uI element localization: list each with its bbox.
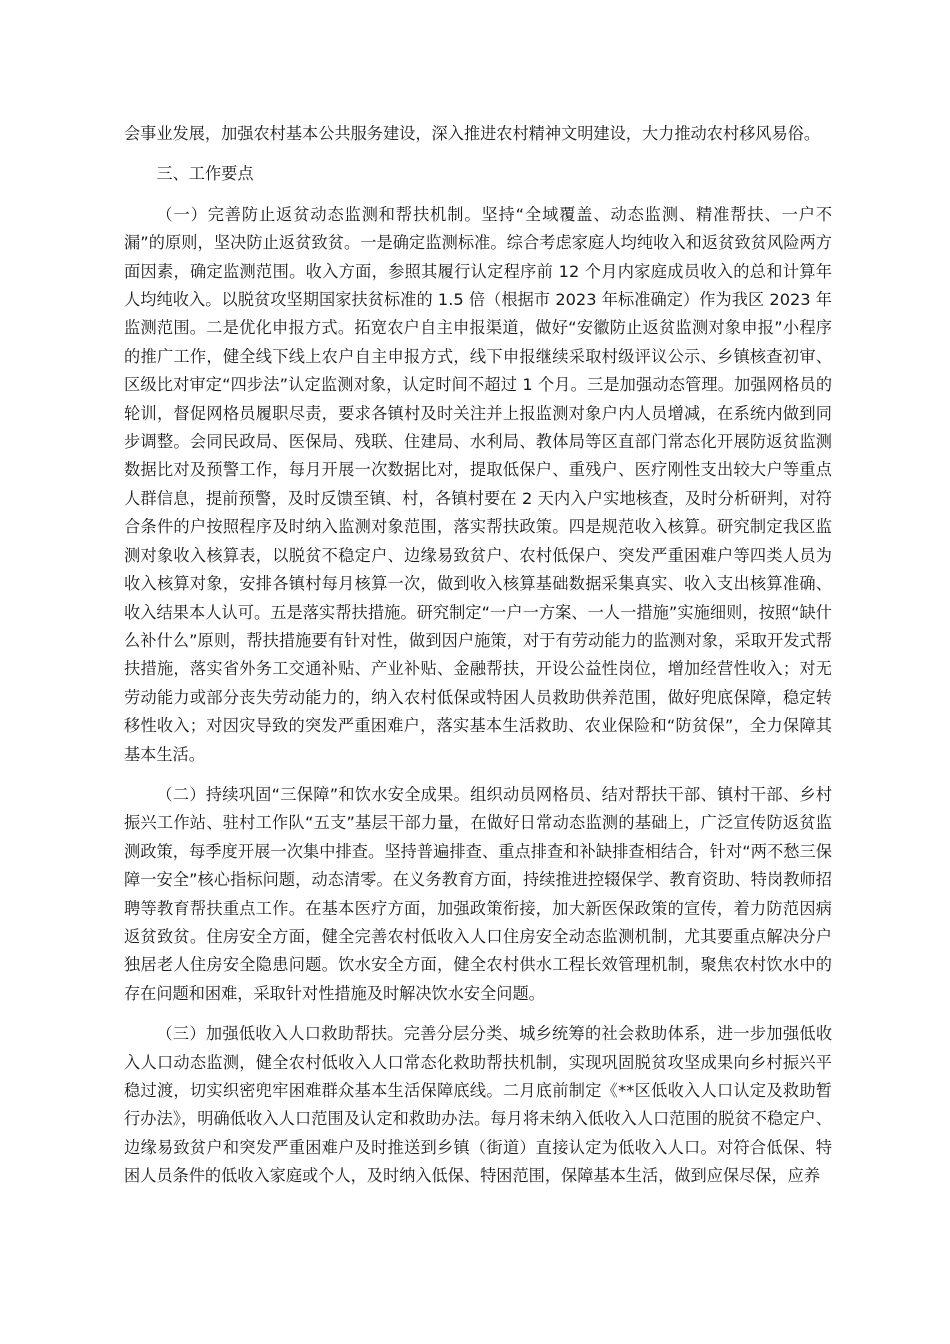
- paragraph-lead: （一）完善防止返贫动态监测和帮扶机制。: [156, 204, 482, 224]
- paragraph-low-income-assistance: [124, 1020, 832, 1190]
- paragraph-body: 组织动员网格员、结对帮扶干部、镇村干部、乡村振兴工作站、驻村工作队“五支”基层干部力量，在做好日常动态监测的基础上，广泛宣传防返贫监测政策，每季度开展一次集中排查。坚持普遍排查、重点排查和补缺排查相结合，针对“两不愁三保障一安全”核心指标问题，动态清零。在义务教育方面，持续推进控辍保学、教育资助、特岗教师招聘等教育帮扶重点工作。在基本医疗方面，加强政策衔接，加大新医保政策的宣传，着力防范因病返贫致贫。住房安全方面，健全完善农村低收入人口住房安全动态监测机制，尤其要重点解决分户独居老人住房安全隐患问题。饮水安全方面，健全农村供水工程长效管理机制，聚焦农村饮水中的存在问题和困难，采取针对性措施及时解决饮水安全问题。: [124, 784, 832, 1003]
- paragraph-monitoring: [124, 201, 832, 769]
- paragraph-body: 坚持“全域覆盖、动态监测、精准帮扶、一户不漏”的原则，坚决防止返贫致贫。一是确定监测标准。综合考虑家庭人均纯收入和返贫致贫风险两方面因素，确定监测范围。收入方面，参照其履行认定程序前 12 个月内家庭成员收入的总和计算年人均纯收入。以脱贫攻坚期国家扶贫标准的 1.5 倍（根据市 2023 年标准确定）作为我区 2023 年监测范围。二是优化申报方式。拓宽农户自主申报渠道，做好“安徽防止返贫监测对象申报”小程序的推广工作，健全线下线上农户自主申报方式，线下申报继续采取村级评议公示、乡镇核查初审、区级比对审定“四步法”认定监测对象，认定时间不超过 1 个月。三是加强动态管理。加强网格员的轮训，督促网格员履职尽责，要求各镇村及时关注并上报监测对象户内人员增减，在系统内做到同步调整。会同民政局、医保局、残联、住建局、水利局、教体局等区直部门常态化开展防返贫监测数据比对及预警工作，每月开展一次数据比对，提取低保户、重残户、医疗刚性支出较大户等重点人群信息，提前预警，及时反馈至镇、村，各镇村要在 2 天内入户实地核查，及时分析研判，对符合条件的户按照程序及时纳入监测对象范围，落实帮扶政策。四是规范收入核算。研究制定我区监测对象收入核算表，以脱贫不稳定户、边缘易致贫户、农村低保户、突发严重困难户等四类人员为收入核算对象，安排各镇村每月核算一次，做到收入核算基础数据采集真实、收入支出核算准确、收入结果本人认可。五是落实帮扶措施。研究制定“一户一方案、一人一措施”实施细则，按照“缺什么补什么”原则，帮扶措施要有针对性，做到因户施策，对于有劳动能力的监测对象，采取开发式帮扶措施，落实省外务工交通补贴、产业补贴、金融帮扶，开设公益性岗位，增加经营性收入；对无劳动能力或部分丧失劳动能力的，纳入农村低保或特困人员救助供养范围，做好兜底保障，稳定转移性收入；对因灾导致的突发严重困难户，落实基本生活救助、农业保险和“防贫保”，全力保障其基本生活。: [124, 204, 833, 764]
- paragraph-lead: （三）加强低收入人口救助帮扶。: [156, 1024, 404, 1044]
- paragraph-three-guarantees: [124, 781, 832, 1008]
- paragraph-lead: （二）持续巩固“三保障”和饮水安全成果。: [156, 784, 471, 804]
- continuation-paragraph: 会事业发展，加强农村基本公共服务建设，深入推进农村精神文明建设，大力推动农村移风易俗。: [124, 124, 821, 143]
- paragraph-body: 完善分层分类、城乡统筹的社会救助体系，进一步加强低收入人口动态监测，健全农村低收入人口常态化救助帮扶机制，实现巩固脱贫攻坚成果向乡村振兴平稳过渡，切实织密兜牢困难群众基本生活保障底线。二月底前制定《**区低收入人口认定及救助暂行办法》，明确低收入人口范围及认定和救助办法。每月将未纳入低收入人口范围的脱贫不稳定户、边缘易致贫户和突发严重困难户及时推送到乡镇（街道）直接认定为低收入人口。对符合低保、特困人员条件的低收入家庭或个人，及时纳入低保、特困范围，保障基本生活，做到应保尽保，应养: [124, 1024, 833, 1186]
- document-page: [124, 120, 832, 1203]
- section-heading: 三、工作要点: [156, 164, 254, 184]
